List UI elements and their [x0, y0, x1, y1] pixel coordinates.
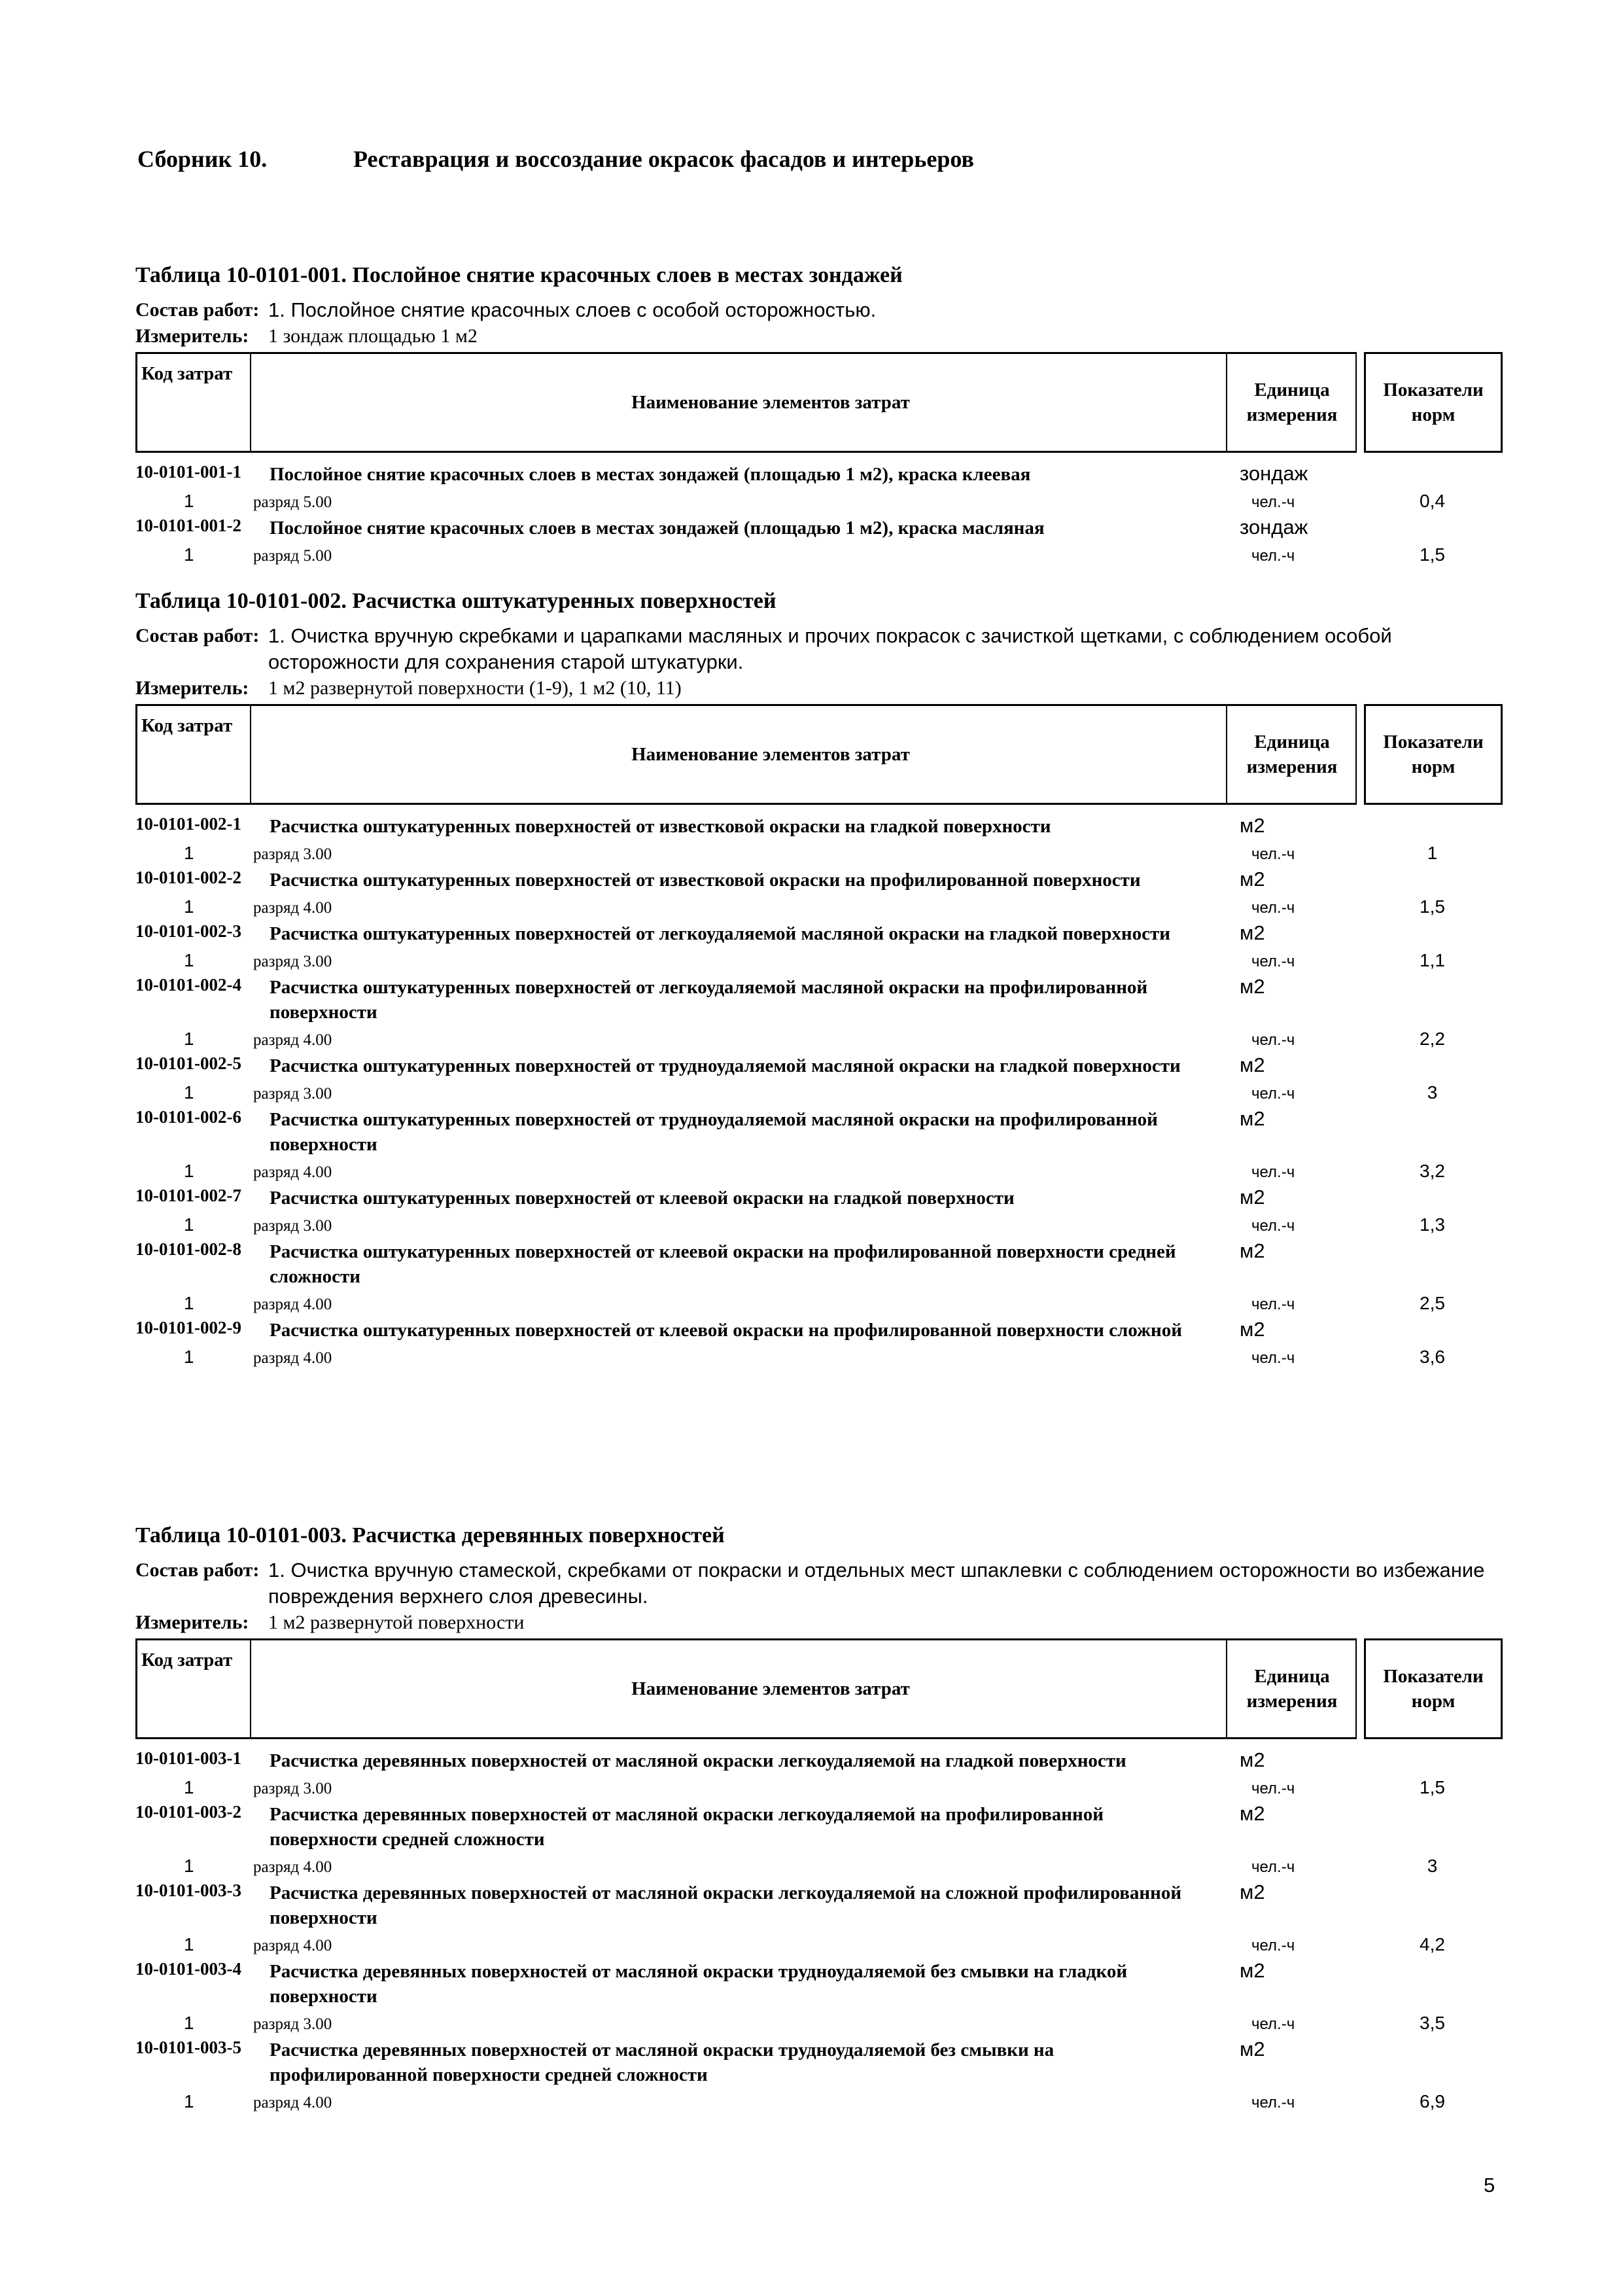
row-unit: м2 [1240, 1881, 1265, 1903]
col-norm-header: Показатели норм [1364, 354, 1501, 451]
resource-unit: чел.-ч [1251, 1937, 1295, 1954]
norm-value: 4,2 [1420, 1934, 1445, 1954]
row-name: Расчистка деревянных поверхностей от масляной окраски трудноудаляемой без смывки на профилированной поверхности средней сложности [270, 2040, 1055, 2085]
table-row [135, 462, 1503, 516]
col-name-header-text: Наименование элементов затрат [631, 743, 910, 765]
norm-value: 3 [1427, 1856, 1438, 1876]
measure-row [135, 323, 1503, 349]
row-name: Расчистка оштукатуренных поверхностей от легкоудаляемой масляной окраски на гладкой поверхности [270, 923, 1170, 944]
row-name: Расчистка деревянных поверхностей от масляной окраски легкоудаляемой на гладкой поверхности [270, 1750, 1126, 1771]
row-code: 10-0101-002-7 [135, 1186, 241, 1205]
worker-grade: разряд 3.00 [253, 845, 332, 863]
norm-value: 3,6 [1420, 1347, 1445, 1367]
resource-row [135, 1289, 1503, 1318]
table-row [135, 1748, 1503, 1802]
measure-text: 1 м2 развернутой поверхности [268, 1612, 525, 1633]
resource-unit: чел.-ч [1251, 1085, 1295, 1103]
resource-unit: чел.-ч [1251, 493, 1295, 511]
worker-grade: разряд 4.00 [253, 1031, 332, 1049]
norm-value: 2,2 [1420, 1029, 1445, 1049]
resource-index: 1 [184, 1214, 194, 1235]
row-code: 10-0101-002-3 [135, 921, 241, 941]
measure-row [135, 1610, 1503, 1636]
resource-index: 1 [184, 2013, 194, 2033]
worker-grade: разряд 4.00 [253, 1296, 332, 1313]
resource-row [135, 839, 1503, 868]
composition-row [135, 297, 1503, 323]
col-name-header [251, 1640, 1357, 1737]
table-body [135, 1748, 1503, 2116]
table-row [135, 1881, 1503, 1959]
worker-grade: разряд 3.00 [253, 1217, 332, 1235]
norm-value: 6,9 [1420, 2091, 1445, 2111]
table-body [135, 814, 1503, 1371]
measure-row [135, 675, 1503, 701]
norm-row [135, 975, 1503, 1025]
table-header [135, 704, 1503, 805]
resource-index: 1 [184, 1347, 194, 1367]
resource-unit: чел.-ч [1251, 1296, 1295, 1313]
table-row [135, 1186, 1503, 1239]
norm-value: 0,4 [1420, 491, 1445, 511]
resource-row [135, 540, 1503, 569]
resource-unit: чел.-ч [1251, 1217, 1295, 1235]
table-row [135, 1107, 1503, 1186]
resource-index: 1 [184, 1293, 194, 1313]
norm-row [135, 516, 1503, 540]
composition-text: 1. Очистка вручную стамеской, скребками от покраски и отдельных мест шпаклевки с соблюдением осторожности во избежание повреждения верхнего слоя древесины. [268, 1559, 1485, 1608]
row-unit: м2 [1240, 814, 1265, 837]
norm-value: 1 [1427, 843, 1438, 863]
table-row [135, 1239, 1503, 1318]
row-code: 10-0101-002-8 [135, 1239, 241, 1259]
row-name: Расчистка оштукатуренных поверхностей от клеевой окраски на профилированной поверхности средней сложности [270, 1241, 1176, 1287]
table-title: Таблица 10-0101-002. Расчистка оштукатуренных поверхностей [135, 589, 777, 613]
col-name-header [251, 706, 1357, 803]
norm-row [135, 814, 1503, 839]
row-unit: зондаж [1240, 462, 1308, 485]
resource-index: 1 [184, 1029, 194, 1049]
norm-value: 3,2 [1420, 1161, 1445, 1181]
col-norm-header: Показатели норм [1364, 706, 1501, 803]
row-code: 10-0101-003-5 [135, 2038, 241, 2057]
norm-value: 3,5 [1420, 2013, 1445, 2033]
resource-row [135, 1025, 1503, 1053]
worker-grade: разряд 4.00 [253, 2094, 332, 2111]
row-name: Расчистка оштукатуренных поверхностей от трудноудаляемой масляной окраски на гладкой поверхности [270, 1055, 1181, 1076]
resource-index: 1 [184, 2091, 194, 2111]
norm-row [135, 1107, 1503, 1157]
resource-index: 1 [184, 950, 194, 970]
row-code: 10-0101-002-9 [135, 1318, 241, 1337]
col-code-header: Код затрат [137, 1640, 251, 1737]
composition-row [135, 623, 1503, 675]
row-unit: м2 [1240, 1053, 1265, 1076]
composition-text: 1. Послойное снятие красочных слоев с особой осторожностью. [268, 298, 877, 321]
norm-row [135, 1802, 1503, 1852]
composition-row [135, 1557, 1503, 1610]
norm-table-section [135, 589, 1503, 1371]
table-row [135, 1959, 1503, 2038]
row-unit: м2 [1240, 1318, 1265, 1341]
measure-label: Измеритель: [135, 325, 249, 347]
resource-unit: чел.-ч [1251, 547, 1295, 565]
resource-index: 1 [184, 843, 194, 863]
resource-row [135, 1852, 1503, 1881]
resource-index: 1 [184, 1934, 194, 1954]
composition-label: Состав работ: [135, 1559, 260, 1581]
table-body [135, 462, 1503, 569]
resource-row [135, 1773, 1503, 1802]
row-unit: зондаж [1240, 516, 1308, 539]
row-name: Расчистка оштукатуренных поверхностей от клеевой окраски на гладкой поверхности [270, 1188, 1015, 1209]
row-unit: м2 [1240, 868, 1265, 891]
norm-row [135, 1959, 1503, 2009]
resource-unit: чел.-ч [1251, 1031, 1295, 1049]
measure-text: 1 м2 развернутой поверхности (1-9), 1 м2 (10, 11) [268, 677, 682, 699]
resource-unit: чел.-ч [1251, 1163, 1295, 1181]
table-row [135, 1318, 1503, 1371]
resource-index: 1 [184, 1161, 194, 1181]
row-unit: м2 [1240, 1239, 1265, 1262]
resource-unit: чел.-ч [1251, 953, 1295, 970]
worker-grade: разряд 3.00 [253, 953, 332, 970]
col-code-header: Код затрат [137, 706, 251, 803]
row-name: Расчистка деревянных поверхностей от масляной окраски легкоудаляемой на профилированной поверхности средней сложности [270, 1804, 1104, 1850]
col-name-header [251, 354, 1357, 451]
col-name-header-text: Наименование элементов затрат [631, 391, 910, 413]
row-code: 10-0101-002-2 [135, 868, 241, 887]
resource-row [135, 1930, 1503, 1959]
resource-index: 1 [184, 491, 194, 511]
norm-value: 1,1 [1420, 950, 1445, 970]
norm-value: 1,5 [1420, 896, 1445, 917]
worker-grade: разряд 5.00 [253, 547, 332, 565]
resource-index: 1 [184, 1082, 194, 1103]
measure-label: Измеритель: [135, 677, 249, 699]
row-name: Расчистка оштукатуренных поверхностей от трудноудаляемой масляной окраски на профилированной поверхности [270, 1109, 1158, 1155]
row-code: 10-0101-003-3 [135, 1881, 241, 1900]
row-name: Расчистка оштукатуренных поверхностей от легкоудаляемой масляной окраски на профилированной поверхности [270, 977, 1148, 1023]
collection-title: Реставрация и воссоздание окрасок фасадов и интерьеров [353, 146, 974, 172]
table-row [135, 814, 1503, 868]
norm-row [135, 921, 1503, 946]
row-unit: м2 [1240, 1186, 1265, 1209]
worker-grade: разряд 4.00 [253, 1937, 332, 1954]
norm-table-section [135, 1523, 1503, 2116]
table-title: Таблица 10-0101-001. Послойное снятие красочных слоев в местах зондажей [135, 263, 903, 287]
table-row [135, 921, 1503, 975]
measure-text: 1 зондаж площадью 1 м2 [268, 325, 478, 347]
col-unit-header: Единица измерения [1226, 1640, 1357, 1737]
row-name: Расчистка оштукатуренных поверхностей от известковой окраски на профилированной поверхности [270, 870, 1141, 891]
row-unit: м2 [1240, 2038, 1265, 2060]
table-header [135, 1638, 1503, 1739]
resource-unit: чел.-ч [1251, 1858, 1295, 1876]
col-code-header: Код затрат [137, 354, 251, 451]
worker-grade: разряд 3.00 [253, 1780, 332, 1797]
row-unit: м2 [1240, 1107, 1265, 1130]
resource-row [135, 1157, 1503, 1186]
norm-row [135, 1053, 1503, 1078]
worker-grade: разряд 5.00 [253, 493, 332, 511]
row-code: 10-0101-003-4 [135, 1959, 241, 1979]
composition-label: Состав работ: [135, 625, 260, 646]
row-unit: м2 [1240, 975, 1265, 998]
norm-row [135, 1748, 1503, 1773]
resource-row [135, 946, 1503, 975]
row-code: 10-0101-003-2 [135, 1802, 241, 1822]
row-unit: м2 [1240, 1748, 1265, 1771]
row-code: 10-0101-002-1 [135, 814, 241, 834]
resource-row [135, 2087, 1503, 2116]
resource-row [135, 487, 1503, 516]
resource-row [135, 1210, 1503, 1239]
norm-value: 1,5 [1420, 1777, 1445, 1797]
resource-unit: чел.-ч [1251, 2094, 1295, 2111]
norm-value: 3 [1427, 1082, 1438, 1103]
collection-header [137, 145, 974, 173]
row-unit: м2 [1240, 1959, 1265, 1982]
row-unit: м2 [1240, 921, 1265, 944]
table-row [135, 1053, 1503, 1107]
col-name-header-text: Наименование элементов затрат [631, 1678, 910, 1699]
table-row [135, 2038, 1503, 2116]
table-row [135, 1802, 1503, 1881]
resource-index: 1 [184, 896, 194, 917]
resource-unit: чел.-ч [1251, 899, 1295, 917]
worker-grade: разряд 4.00 [253, 1349, 332, 1367]
col-norm-header: Показатели норм [1364, 1640, 1501, 1737]
worker-grade: разряд 4.00 [253, 899, 332, 917]
row-code: 10-0101-002-5 [135, 1053, 241, 1073]
composition-text: 1. Очистка вручную скребками и царапками масляных и прочих покрасок с зачисткой щетками, с соблюдением особой осторожности для сохранения старой штукатурки. [268, 624, 1392, 673]
norm-row [135, 1318, 1503, 1343]
resource-unit: чел.-ч [1251, 845, 1295, 863]
row-name: Расчистка деревянных поверхностей от масляной окраски легкоудаляемой на сложной профилированной поверхности [270, 1882, 1182, 1928]
row-name: Послойное снятие красочных слоев в местах зондажей (площадью 1 м2), краска клеевая [270, 464, 1031, 485]
table-header [135, 352, 1503, 453]
norm-row [135, 1239, 1503, 1289]
table-row [135, 516, 1503, 569]
row-code: 10-0101-002-6 [135, 1107, 241, 1127]
norm-row [135, 462, 1503, 487]
norm-row [135, 868, 1503, 892]
norm-row [135, 2038, 1503, 2087]
row-name: Расчистка оштукатуренных поверхностей от известковой окраски на гладкой поверхности [270, 816, 1051, 837]
page-number: 5 [1484, 2174, 1495, 2197]
row-name: Расчистка деревянных поверхностей от масляной окраски трудноудаляемой без смывки на гладкой поверхности [270, 1961, 1128, 2007]
row-unit: м2 [1240, 1802, 1265, 1825]
norm-row [135, 1881, 1503, 1930]
resource-row [135, 2009, 1503, 2038]
resource-unit: чел.-ч [1251, 2015, 1295, 2033]
composition-label: Состав работ: [135, 299, 260, 321]
worker-grade: разряд 3.00 [253, 1085, 332, 1103]
table-title: Таблица 10-0101-003. Расчистка деревянных поверхностей [135, 1523, 725, 1547]
row-code: 10-0101-003-1 [135, 1748, 241, 1768]
resource-row [135, 1078, 1503, 1107]
col-unit-header: Единица измерения [1226, 706, 1357, 803]
resource-row [135, 1343, 1503, 1371]
resource-index: 1 [184, 1856, 194, 1876]
resource-row [135, 892, 1503, 921]
row-code: 10-0101-001-2 [135, 516, 241, 535]
norm-value: 2,5 [1420, 1293, 1445, 1313]
worker-grade: разряд 4.00 [253, 1858, 332, 1876]
row-code: 10-0101-001-1 [135, 462, 241, 482]
resource-unit: чел.-ч [1251, 1349, 1295, 1367]
norm-row [135, 1186, 1503, 1210]
norm-table-section [135, 263, 1503, 569]
worker-grade: разряд 4.00 [253, 1163, 332, 1181]
table-row [135, 868, 1503, 921]
table-row [135, 975, 1503, 1053]
norm-value: 1,5 [1420, 544, 1445, 565]
row-code: 10-0101-002-4 [135, 975, 241, 995]
resource-index: 1 [184, 544, 194, 565]
resource-index: 1 [184, 1777, 194, 1797]
col-unit-header: Единица измерения [1226, 354, 1357, 451]
resource-unit: чел.-ч [1251, 1780, 1295, 1797]
measure-label: Измеритель: [135, 1612, 249, 1633]
collection-number: Сборник 10. [137, 146, 268, 172]
row-name: Послойное снятие красочных слоев в местах зондажей (площадью 1 м2), краска масляная [270, 518, 1045, 539]
norm-value: 1,3 [1420, 1214, 1445, 1235]
worker-grade: разряд 3.00 [253, 2015, 332, 2033]
row-name: Расчистка оштукатуренных поверхностей от клеевой окраски на профилированной поверхности сложной [270, 1320, 1182, 1341]
